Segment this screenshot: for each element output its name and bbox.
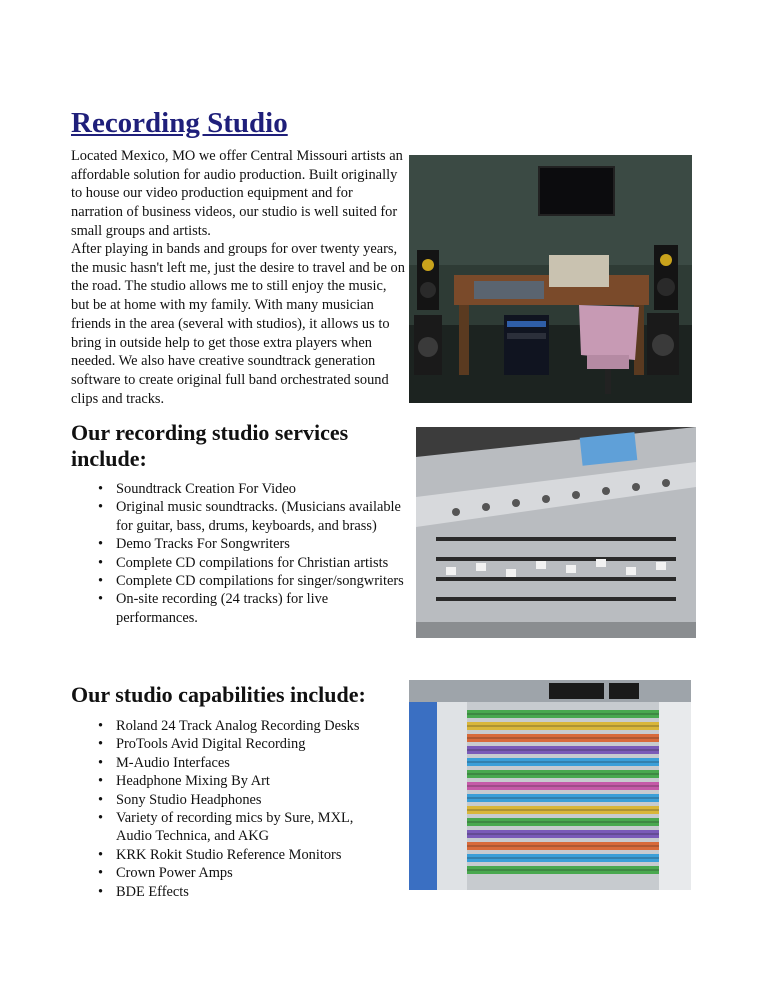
protools-session-screenshot xyxy=(409,680,691,890)
list-item: • Roland 24 Track Analog Recording Desks xyxy=(98,717,388,735)
list-item: • BDE Effects xyxy=(98,883,388,901)
services-list xyxy=(98,480,408,627)
list-item: • Headphone Mixing By Art xyxy=(98,772,388,790)
list-item: • KRK Rokit Studio Reference Monitors xyxy=(98,846,388,864)
list-item: • Crown Power Amps xyxy=(98,864,388,882)
list-item: • Complete CD compilations for Christian artists xyxy=(98,554,408,572)
capabilities-heading: Our studio capabilities include: xyxy=(71,682,366,707)
list-item: • ProTools Avid Digital Recording xyxy=(98,735,388,753)
list-item: • Complete CD compilations for singer/songwriters xyxy=(98,572,408,590)
intro-paragraph-2: After playing in bands and groups for over twenty years, the music hasn't left me, just the desire to travel and be on the road. The studio allows me to still enjoy the music, but be at home with my family. With many musician friends in the area (several with studios), it allows us to bring in outside help to get those extra players when needed. We also have creative soundtrack generation software to create original full band orchestrated sound clips and tracks. xyxy=(71,241,405,407)
list-item: • Demo Tracks For Songwriters xyxy=(98,535,408,553)
mixing-console-photo xyxy=(416,427,696,638)
capabilities-list xyxy=(98,717,388,901)
list-item: • M-Audio Interfaces xyxy=(98,754,388,772)
services-heading: Our recording studio services include: xyxy=(71,420,349,471)
list-item: • Original music soundtracks. (Musicians available for guitar, bass, drums, keyboards, and brass) xyxy=(98,498,408,535)
list-item: • On-site recording (24 tracks) for live performances. xyxy=(98,590,408,627)
list-item: • Variety of recording mics by Sure, MXL, Audio Technica, and AKG xyxy=(98,809,388,846)
intro-paragraph-1: Located Mexico, MO we offer Central Missouri artists an affordable solution for audio production. Built originally to house our video production equipment and for narration of business videos, our studio is well suited for small groups and artists. xyxy=(71,148,403,239)
list-item: • Soundtrack Creation For Video xyxy=(98,480,408,498)
list-item: • Sony Studio Headphones xyxy=(98,791,388,809)
page-title: Recording Studio xyxy=(71,107,288,139)
studio-room-photo xyxy=(409,155,692,403)
